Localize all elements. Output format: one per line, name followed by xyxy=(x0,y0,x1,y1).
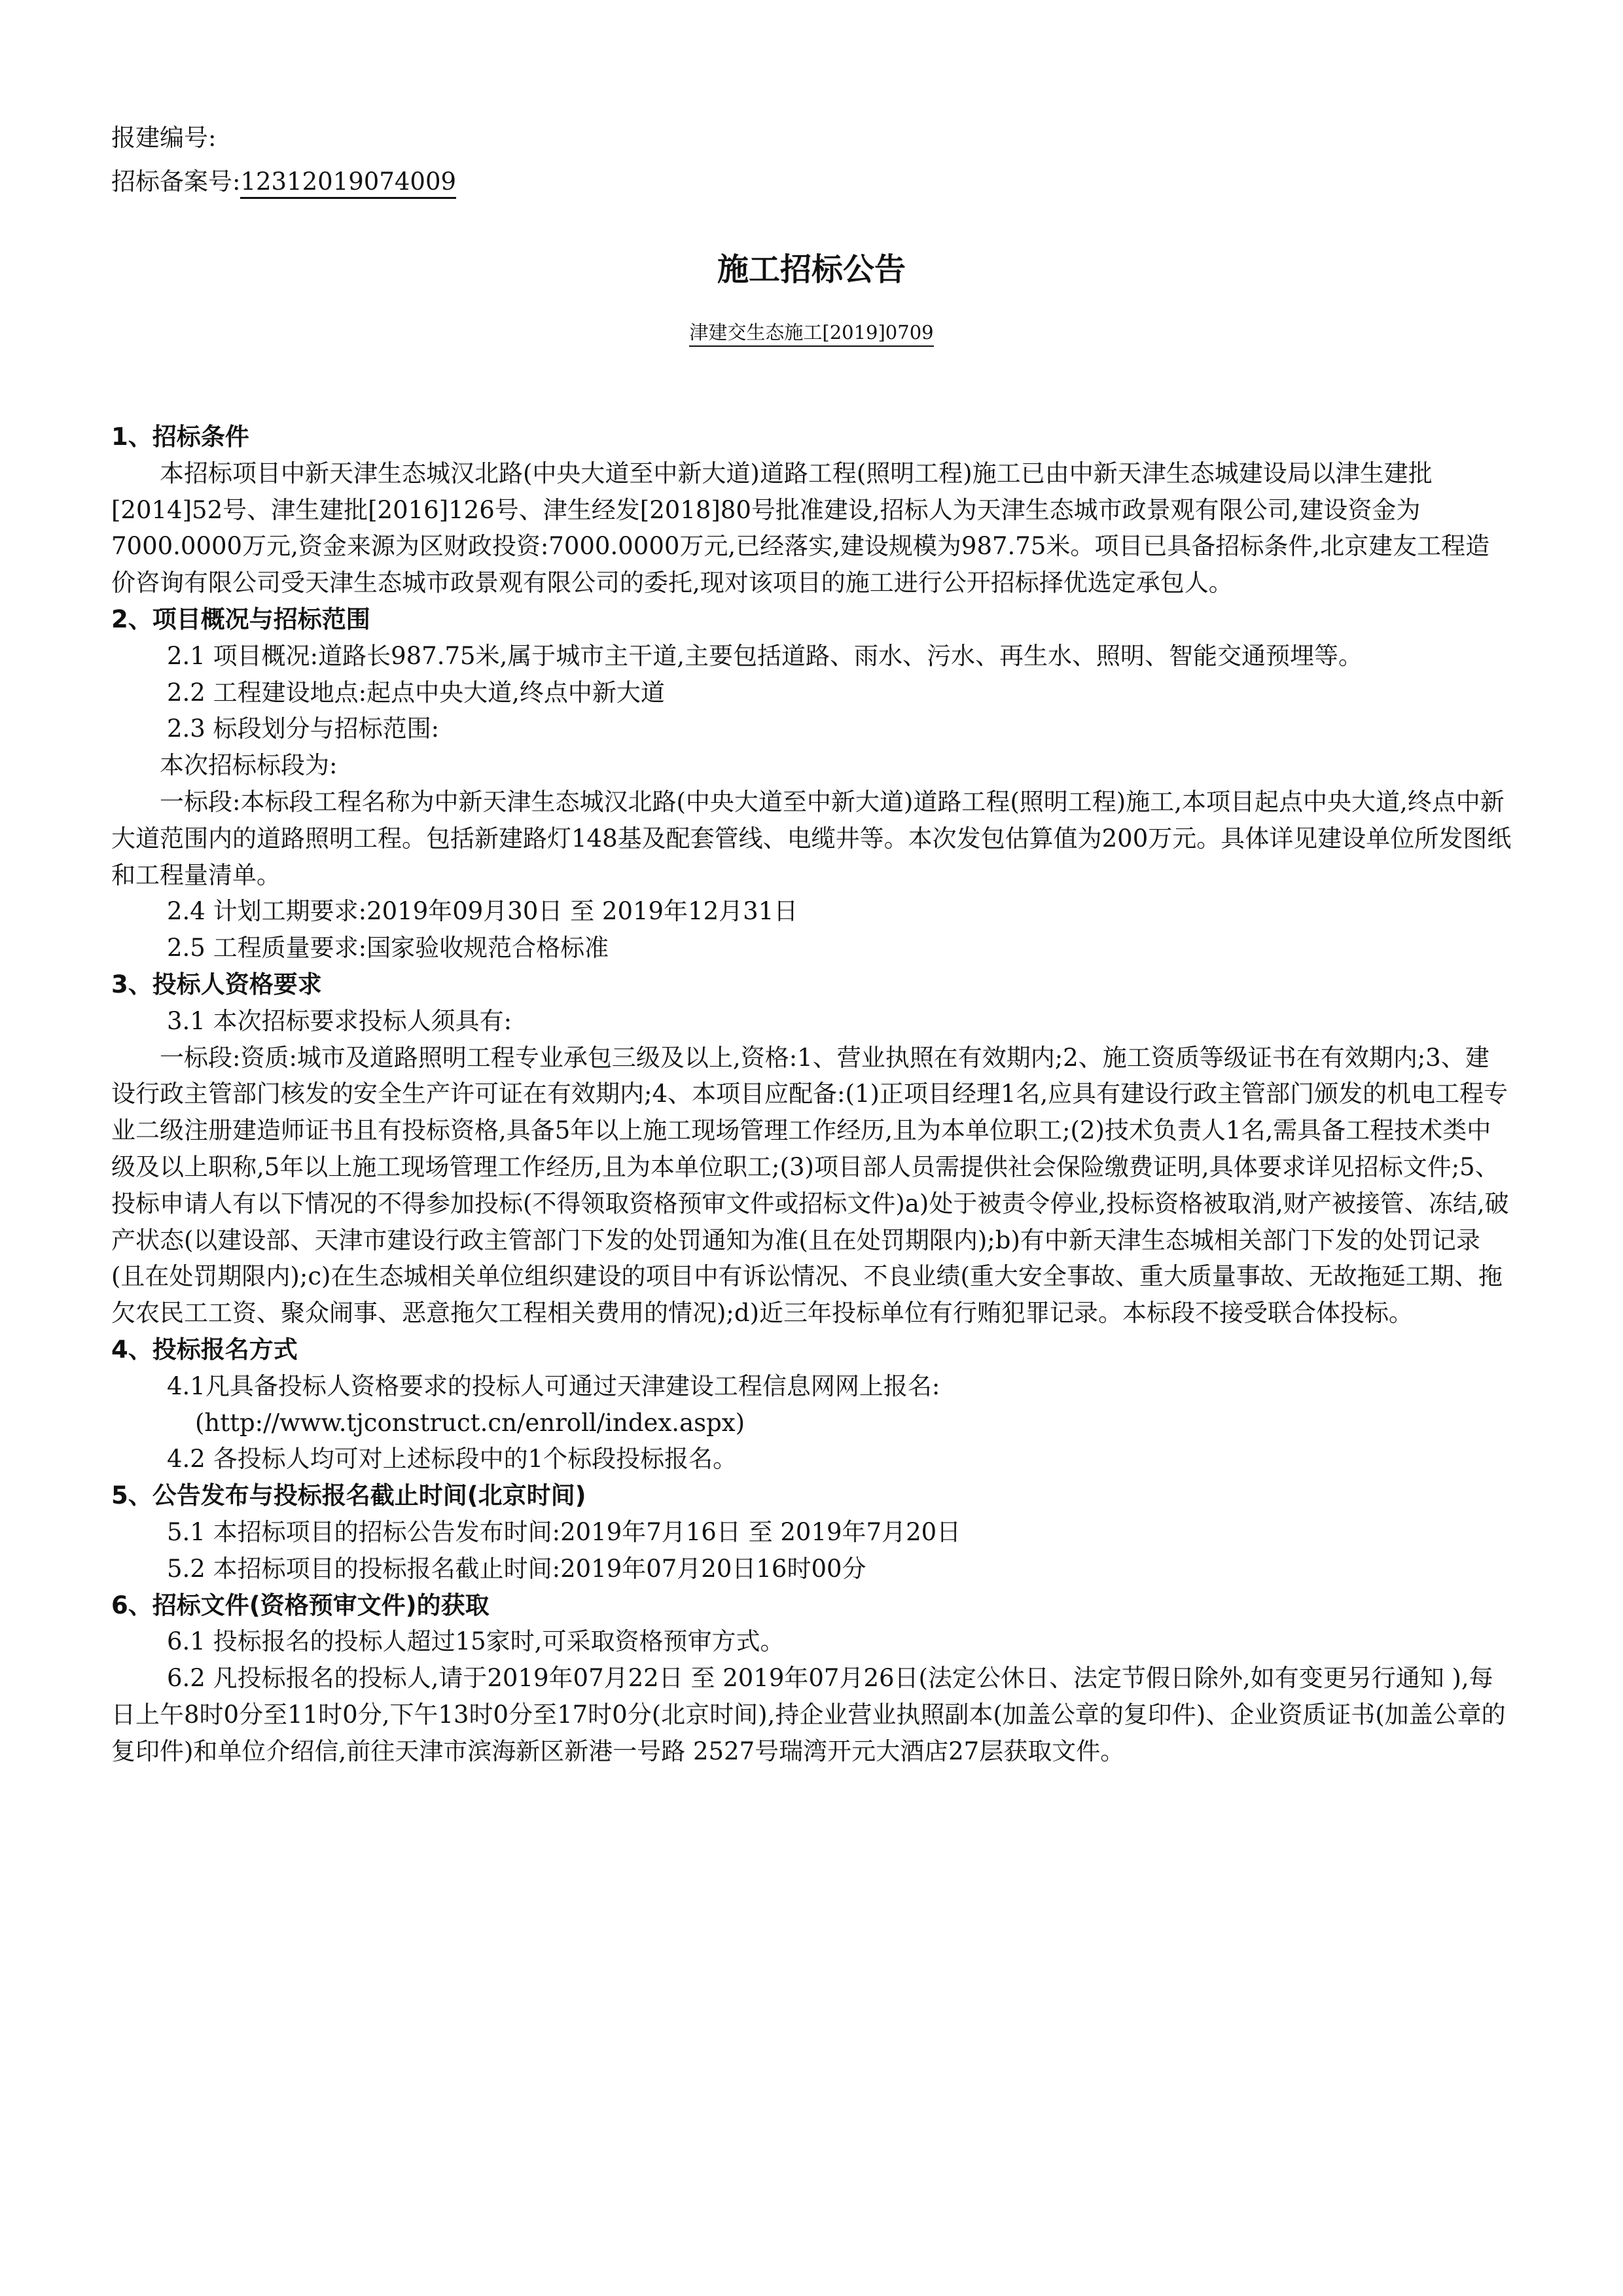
section-paragraph: 2.2 工程建设地点:起点中央大道,终点中新大道 xyxy=(167,678,665,707)
section-paragraph: 本次招标标段为: xyxy=(160,751,338,780)
filing-number-label: 招标备案号: xyxy=(111,168,241,196)
document-number xyxy=(0,319,1623,345)
report-number-label: 报建编号: xyxy=(111,124,217,152)
section-paragraph: 6.1 投标报名的投标人超过15家时,可采取资格预审方式。 xyxy=(167,1627,785,1656)
section-heading: 5、公告发布与投标报名截止时间(北京时间) xyxy=(111,1481,586,1510)
section-paragraph: 2.4 计划工期要求:2019年09月30日 至 2019年12月31日 xyxy=(167,897,798,926)
section-heading: 4、投标报名方式 xyxy=(111,1335,298,1364)
section-paragraph: 2.3 标段划分与招标范围: xyxy=(167,715,440,743)
report-number-line xyxy=(111,122,216,154)
section-paragraph: 一标段:资质:城市及道路照明工程专业承包三级及以上,资格:1、营业执照在有效期内;2、施工资质等级证书在有效期内;3、建设行政主管部门核发的安全生产许可证在有效期内;4、本项目应配备:(1)正项目经理1名,应具有建设行政主管部门颁发的机电工程专业二级注册建造师证书且有投标资格,具备5年以上施工现场管理工作经历,且为本单位职工;(2)技术负责人1名,需具备工程技术类中级及以上职称,5年以上施工现场管理工作经历,且为本单位职工;(3)项目部人员需提供社会保险缴费证明,具体要求详见招标文件;5、投标申请人有以下情况的不得参加投标(不得领取资格预审文件或招标文件)a)处于被责令停业,投标资格被取消,财产被接管、冻结,破产状态(以建设部、天津市建设行政主管部门下发的处罚通知为准(且在处罚期限内);b)有中新天津生态城相关部门下发的处罚记录(且在处罚期限内);c)在生态城相关单位组织建设的项目中有诉讼情况、不良业绩(重大安全事故、重大质量事故、无故拖延工期、拖欠农民工工资、聚众闹事、恶意拖欠工程相关费用的情况);d)近三年投标单位有行贿犯罪记录。本标段不接受联合体投标。 xyxy=(111,1043,1509,1328)
section-paragraph: 2.5 工程质量要求:国家验收规范合格标准 xyxy=(167,934,609,963)
section-paragraph: 4.1凡具备投标人资格要求的投标人可通过天津建设工程信息网网上报名: xyxy=(167,1371,940,1400)
filing-number-value: 12312019074009 xyxy=(240,168,456,199)
document-number-text: 津建交生态施工[2019]0709 xyxy=(689,321,933,347)
section-heading: 3、投标人资格要求 xyxy=(111,970,322,998)
section-paragraph: 一标段:本标段工程名称为中新天津生态城汉北路(中央大道至中新大道)道路工程(照明工程)施工,本项目起点中央大道,终点中新大道范围内的道路照明工程。包括新建路灯148基及配套管线、电缆井等。本次发包估算值为200万元。具体详见建设单位所发图纸和工程量清单。 xyxy=(111,787,1512,889)
section-paragraph: 4.2 各投标人均可对上述标段中的1个标段投标报名。 xyxy=(167,1445,738,1474)
section-link[interactable]: (http://www.tjconstruct.cn/enroll/index.aspx) xyxy=(195,1408,745,1437)
section-heading: 6、招标文件(资格预审文件)的获取 xyxy=(111,1591,490,1619)
filing-number-line xyxy=(111,166,456,198)
notice-body xyxy=(111,419,1512,1769)
section-paragraph: 本招标项目中新天津生态城汉北路(中央大道至中新大道)道路工程(照明工程)施工已由中新天津生态城建设局以津生建批[2014]52号、津生建批[2016]126号、津生经发[2018]80号批准建设,招标人为天津生态城市政景观有限公司,建设资金为7000.0000万元,资金来源为区财政投资:7000.0000万元,已经落实,建设规模为987.75米。项目已具备招标条件,北京建友工程造价咨询有限公司受天津生态城市政景观有限公司的委托,现对该项目的施工进行公开招标择优选定承包人。 xyxy=(111,459,1490,597)
section-paragraph: 2.1 项目概况:道路长987.75米,属于城市主干道,主要包括道路、雨水、污水、再生水、照明、智能交通预埋等。 xyxy=(167,641,1363,670)
section-heading: 1、招标条件 xyxy=(111,423,249,451)
section-paragraph: 5.2 本招标项目的投标报名截止时间:2019年07月20日16时00分 xyxy=(167,1554,866,1583)
section-paragraph: 5.1 本招标项目的招标公告发布时间:2019年7月16日 至 2019年7月20日 xyxy=(167,1517,961,1546)
section-paragraph: 6.2 凡投标报名的投标人,请于2019年07月22日 至 2019年07月26日(法定公休日、法定节假日除外,如有变更另行通知 ),每日上午8时0分至11时0分,下午13时0分至17时0分(北京时间),持企业营业执照副本(加盖公章的复印件)、企业资质证书(加盖公章的复印件)和单位介绍信,前往天津市滨海新区新港一号路 2527号瑞湾开元大酒店27层获取文件。 xyxy=(111,1664,1506,1765)
section-heading: 2、项目概况与招标范围 xyxy=(111,605,370,633)
section-paragraph: 3.1 本次招标要求投标人须具有: xyxy=(167,1006,512,1035)
page-title: 施工招标公告 xyxy=(717,251,906,288)
